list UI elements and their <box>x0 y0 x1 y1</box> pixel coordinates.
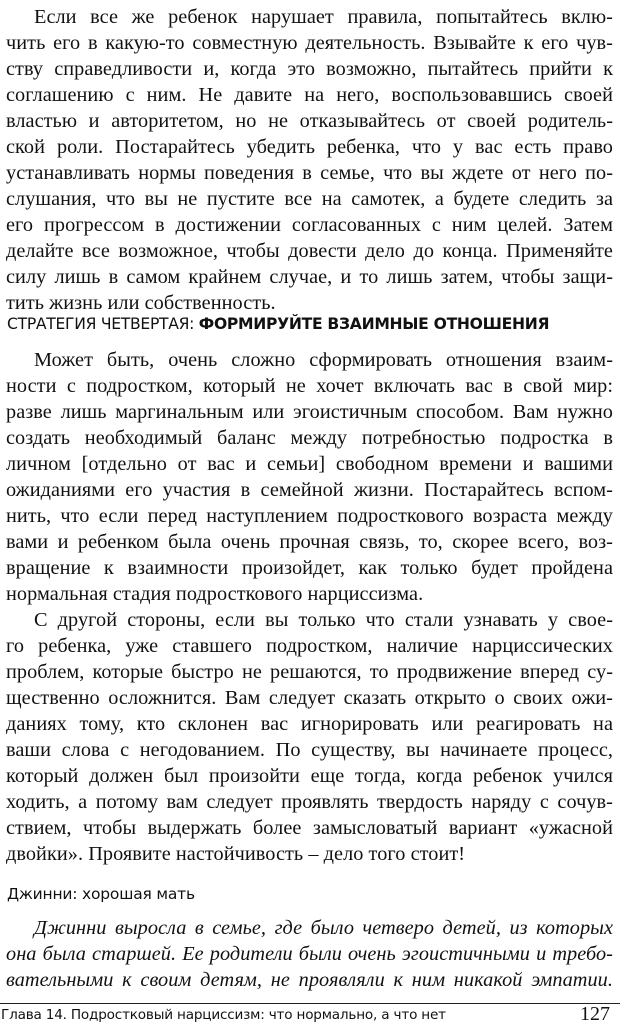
text-line: щественно осложнится. Вам следует сказать открыто о своих ожи- <box>6 687 613 709</box>
text-line: ваши слова с негодованием. По существу, вы начинаете процесс, <box>6 739 613 761</box>
text-line: ожиданиями его участия в семейной жизни. Постарайтесь вспом- <box>6 479 613 501</box>
text-line: слушания, что вы не пустите все на самотек, а будете следить за <box>6 188 613 210</box>
text-line: го ребенка, уже ставшего подростком, наличие нарциссических <box>6 635 613 657</box>
text-line: нормальная стадия подросткового нарциссизма. <box>6 583 424 605</box>
text-line: ской роли. Постарайтесь убедить ребенка, что у вас есть право <box>6 136 613 158</box>
text-line: проблем, которые быстро не решаются, то продвижение вперед су- <box>6 661 613 683</box>
text-line: силу лишь в самом крайнем случае, и то лишь затем, чтобы защи- <box>6 266 613 288</box>
text-line: Может быть, очень сложно сформировать отношения взаим- <box>34 349 613 371</box>
text-line: она была старшей. Ее родители были очень эгоистичными и требо- <box>6 943 613 965</box>
text-line: даниях тому, кто склонен вас игнорировать или реагировать на <box>6 713 613 735</box>
section-heading <box>7 314 549 334</box>
section-heading-prefix: СТРАТЕГИЯ ЧЕТВЕРТАЯ: <box>7 315 199 333</box>
text-line: разве лишь маргинальным или эгоистичным способом. Вам нужно <box>6 401 613 423</box>
text-line: его прогрессом в достижении согласованных с ним целей. Затем <box>6 214 613 236</box>
text-line: ности с подростком, который не хочет включать вас в свой мир: <box>6 375 613 397</box>
footer-rule <box>0 1003 620 1004</box>
case-heading: Джинни: хорошая мать <box>7 885 195 903</box>
text-line: Джинни выросла в семье, где было четверо детей, из которых <box>34 917 613 939</box>
text-line: создать необходимый баланс между потребностью подростка в <box>6 427 613 449</box>
text-line: соглашению с ним. Не давите на него, воспользовавшись своей <box>6 84 613 106</box>
text-line: нить, что если перед наступлением подросткового возраста между <box>6 505 613 527</box>
page-number: 127 <box>580 1003 610 1025</box>
text-line: вами и ребенком была очень прочная связь, то, скорее всего, воз- <box>6 531 613 553</box>
text-line: вательными к своим детям, не проявляли к ним никакой эмпатии. <box>6 969 613 991</box>
text-line: ствием, чтобы выдержать более замысловатый вариант «ужасной <box>6 817 613 839</box>
section-heading-title: ФОРМИРУЙТЕ ВЗАИМНЫЕ ОТНОШЕНИЯ <box>198 315 550 333</box>
text-line: ству справедливости и, когда это возможно, пытайтесь прийти к <box>6 58 613 80</box>
text-line: делайте все возможное, чтобы довести дело до конца. Применяйте <box>6 240 613 262</box>
text-line: властью и авторитетом, но не отказывайтесь от своей родитель- <box>6 110 613 132</box>
text-line: вращение к взаимности произойдет, как только будет пройдена <box>6 557 613 579</box>
text-line: Если все же ребенок нарушает правила, попытайтесь вклю- <box>34 6 613 28</box>
running-footer: Глава 14. Подростковый нарциссизм: что нормально, а что нет <box>1 1007 446 1023</box>
text-line: С другой стороны, если вы только что стали узнавать у свое- <box>34 609 613 631</box>
text-line: который должен был произойти еще тогда, когда ребенок учился <box>6 765 613 787</box>
text-line: чить его в какую-то совместную деятельность. Взывайте к его чув- <box>6 32 613 54</box>
text-line: ходить, а потому вам следует проявлять твердость наряду с сочув- <box>6 791 613 813</box>
text-line: личном [отдельно от вас и семьи] свободном времени и вашими <box>6 453 613 475</box>
text-line: тить жизнь или собственность. <box>6 292 276 314</box>
text-line: устанавливать нормы поведения в семье, что вы ждете от него по- <box>6 162 613 184</box>
text-line: двойки». Проявите настойчивость – дело того стоит! <box>6 843 466 865</box>
